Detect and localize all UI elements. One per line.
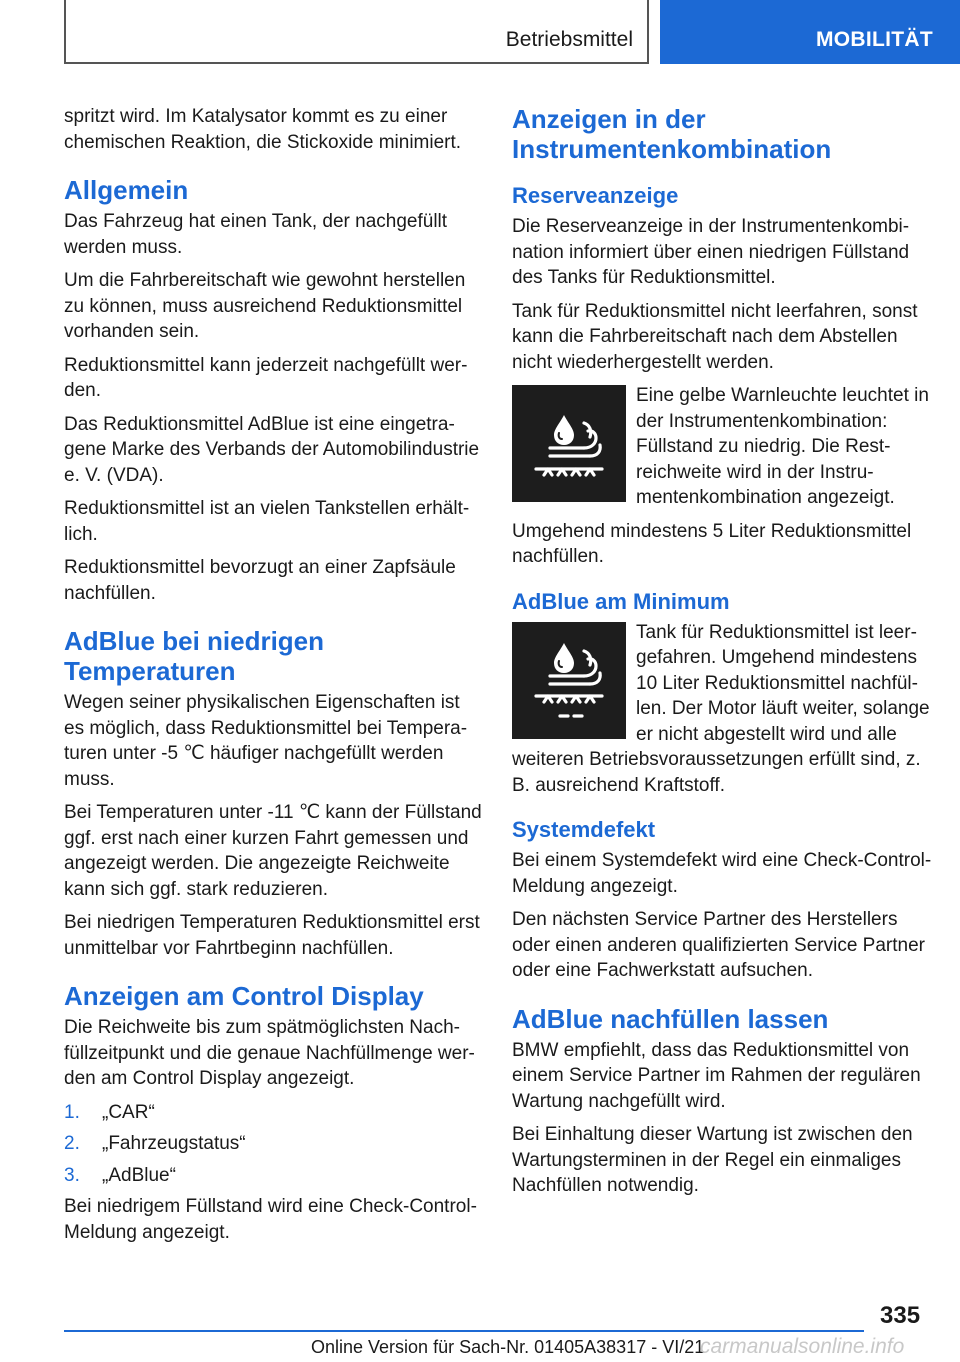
footer-version-text: Online Version für Sach-Nr. 01405A38317 - VI/21 bbox=[311, 1337, 705, 1357]
paragraph: Das Fahrzeug hat einen Tank, der nachgefüllt werden muss. bbox=[64, 211, 448, 258]
paragraph: Bei niedrigen Temperaturen Reduktionsmittel erst unmittelbar vor Fahrtbeginn nachfüllen. bbox=[64, 912, 480, 959]
heading-reserve: Reserveanzeige bbox=[512, 183, 679, 208]
reserve-warning-block bbox=[512, 383, 932, 511]
paragraph: BMW empfiehlt, dass das Reduktionsmittel von einem Service Partner im Rahmen der regulären Wartung nachgefüllt wird. bbox=[512, 1039, 921, 1112]
intro-paragraph: spritzt wird. Im Katalysator kommt es zu einer chemischen Reaktion, die Stickoxide minimiert. bbox=[64, 106, 462, 153]
steps-list bbox=[64, 1100, 484, 1189]
heading-system-defect: Systemdefekt bbox=[512, 817, 656, 842]
header-section-tab bbox=[64, 0, 649, 64]
step-text: „CAR“ bbox=[102, 1101, 155, 1123]
header-chapter-title: MOBILITÄT bbox=[816, 28, 934, 51]
paragraph: Das Reduktionsmittel AdBlue ist eine eingetragene Marke des Verbands der Automobilindustrie e. V. (VDA). bbox=[64, 413, 480, 486]
paragraph: Reduktionsmittel ist an vielen Tankstellen erhältlich. bbox=[64, 498, 470, 545]
paragraph: Bei Temperaturen unter -11 ℃ kann der Füllstand ggf. erst nach einer kurzen Fahrt gemessen und angezeigt werden. Die angezeigte Reichweite kann sich ggf. stark reduzieren. bbox=[64, 802, 482, 900]
header-section-title: Betriebsmittel bbox=[505, 28, 633, 51]
heading-refill: AdBlue nachfüllen lassen bbox=[512, 1003, 829, 1034]
paragraph: Tank für Reduktionsmittel nicht leerfahren, sonst kann die Fahrbereitschaft nach dem Abstellen nicht wiederhergestellt werden. bbox=[512, 300, 918, 373]
list-item bbox=[64, 1131, 484, 1157]
header-chapter-tab bbox=[660, 0, 960, 64]
paragraph: Die Reserveanzeige in der Instrumentenkombination informiert über einen niedrigen Füllstand des Tanks für Reduktionsmittel. bbox=[512, 216, 910, 288]
heading-instrument-cluster: Anzeigen in der Instrumentenkombination bbox=[512, 104, 832, 164]
paragraph: Reduktionsmittel bevorzugt an einer Zapfsäule nachfüllen. bbox=[64, 557, 456, 604]
step-number: 3. bbox=[64, 1164, 80, 1186]
right-column bbox=[512, 104, 932, 1207]
adblue-empty-warning-icon bbox=[512, 622, 626, 739]
watermark: carmanualsonline.info bbox=[700, 1335, 905, 1358]
list-item bbox=[64, 1163, 484, 1189]
paragraph: Bei niedrigem Füllstand wird eine Check-Control-Meldung angezeigt. bbox=[64, 1196, 477, 1243]
heading-low-temperatures: AdBlue bei niedrigen Temperaturen bbox=[64, 626, 325, 686]
step-text: „Fahrzeugstatus“ bbox=[102, 1133, 246, 1154]
page-number: 335 bbox=[880, 1302, 921, 1329]
step-text: „AdBlue“ bbox=[102, 1164, 176, 1186]
heading-allgemein: Allgemein bbox=[64, 175, 189, 205]
reserve-warning-text: Eine gelbe Warnleuchte leuchtet in der Instrumentenkombination: Füllstand zu niedrig. Die Restreichweite wird in der Instrumentenkombination angezeigt. bbox=[636, 385, 929, 508]
adblue-reserve-warning-icon bbox=[512, 385, 626, 502]
paragraph: Den nächsten Service Partner des Herstellers oder einen anderen qualifizierten Service Partner oder eine Fachwerkstatt aufsuchen. bbox=[512, 909, 925, 981]
paragraph: Reduktionsmittel kann jederzeit nachgefüllt werden. bbox=[64, 354, 468, 401]
left-column bbox=[64, 104, 484, 1253]
minimum-warning-block bbox=[512, 620, 932, 799]
paragraph: Bei einem Systemdefekt wird eine Check-Control-Meldung angezeigt. bbox=[512, 850, 932, 897]
heading-control-display: Anzeigen am Control Display bbox=[64, 981, 424, 1011]
paragraph: Die Reichweite bis zum spätmöglichsten Nachfüllzeitpunkt und die genaue Nachfüllmenge werden am Control Display angezeigt. bbox=[64, 1017, 475, 1089]
paragraph: Bei Einhaltung dieser Wartung ist zwischen den Wartungsterminen in der Regel ein einmaliges Nachfüllen notwendig. bbox=[512, 1124, 913, 1196]
paragraph: Um die Fahrbereitschaft wie gewohnt herstellen zu können, muss ausreichend Reduktionsmittel vorhanden sein. bbox=[64, 270, 466, 342]
paragraph: Wegen seiner physikalischen Eigenschaften ist es möglich, dass Reduktionsmittel bei Temperaturen unter -5 ℃ häufiger nachgefüllt werden muss. bbox=[64, 692, 468, 790]
minimum-warning-text: Tank für Reduktionsmittel ist leergefahren. Umgehend mindestens 10 Liter Reduktionsmittel nachfüllen. Der Motor läuft weiter, solange er nicht abgestellt wird und alle weiteren Betriebsvoraussetzungen erfüllt sind, z. B. ausreichend Kraftstoff. bbox=[512, 621, 930, 796]
step-number: 1. bbox=[64, 1101, 80, 1123]
paragraph: Umgehend mindestens 5 Liter Reduktionsmittel nachfüllen. bbox=[512, 520, 912, 567]
step-number: 2. bbox=[64, 1133, 80, 1154]
list-item bbox=[64, 1100, 484, 1126]
heading-minimum: AdBlue am Minimum bbox=[512, 588, 730, 614]
footer-divider bbox=[64, 1330, 864, 1332]
